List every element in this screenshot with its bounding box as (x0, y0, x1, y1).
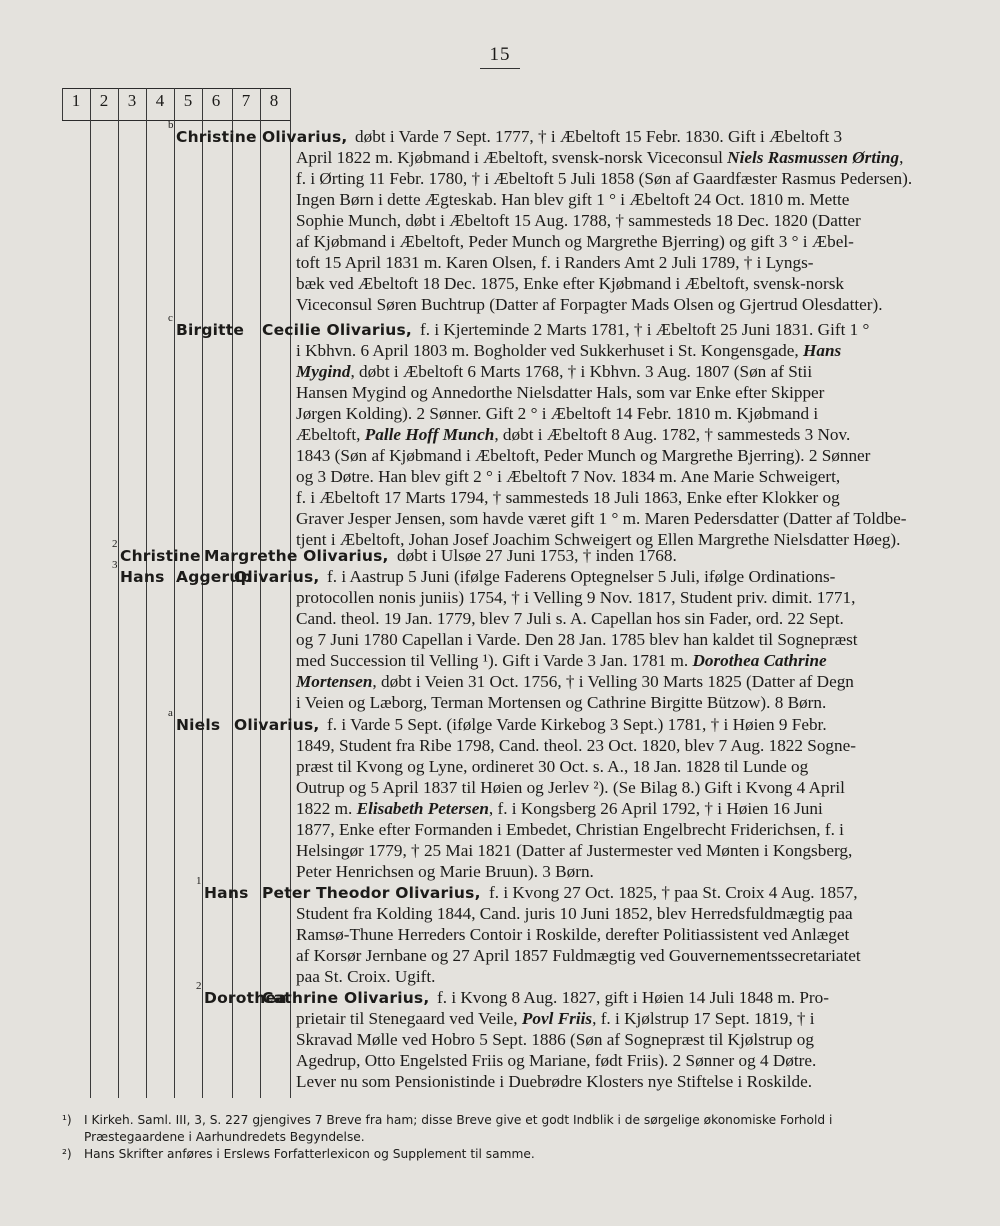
entry-text-line (296, 274, 844, 294)
entry-text-line (296, 362, 812, 382)
entry-text-line (296, 946, 861, 966)
entry-text-line (296, 757, 808, 777)
entry-text-line (296, 1009, 815, 1029)
text-segment: , døbt i Æbeltoft 6 Marts 1768, † i Kbhvn. 3 Aug. 1807 (Søn af Stii (350, 361, 813, 381)
entry-text-line (296, 799, 823, 819)
text-segment: Outrup og 5 April 1837 til Høien og Jerlev ²). (Se Bilag 8.) Gift i Kvong 4 April (296, 777, 845, 797)
text-segment: af Kjøbmand i Æbeltoft, Peder Munch og Margrethe Bjerring) og gift 3 ° i Æbel- (296, 231, 854, 251)
text-segment: Ingen Børn i dette Ægteskab. Han blev gift 1 ° i Æbeltoft 24 Oct. 1810 m. Mette (296, 189, 850, 209)
text-segment: , f. i Kjølstrup 17 Sept. 1819, † i (592, 1008, 815, 1028)
text-segment: Æbeltoft, (296, 424, 365, 444)
person-name-part: Christine (176, 128, 257, 146)
entry-text-line (296, 630, 858, 650)
person-name-part: Olivarius, (262, 128, 348, 146)
column-number: 5 (183, 91, 193, 110)
spouse-name: Hans (803, 340, 842, 360)
column-number: 6 (211, 91, 221, 110)
person-name-part: Cecilie Olivarius, (262, 321, 412, 339)
column-divider (290, 88, 291, 1098)
column-number: 3 (127, 91, 137, 110)
entry-text-line (296, 672, 854, 692)
footnote-line (84, 1129, 365, 1146)
entry-text-line (296, 169, 912, 189)
text-segment: Skravad Mølle ved Hobro 5 Sept. 1886 (Søn af Sognepræst til Kjølstrup og (296, 1029, 814, 1049)
person-name-part: Dorothea (204, 989, 287, 1007)
footnote-text: I Kirkeh. Saml. III, 3, S. 227 gjengives 7 Breve fra ham; disse Breve give et godt Indblik i de sørgelige økonomiske Forhold i (84, 1113, 833, 1127)
spouse-name: Mortensen (296, 671, 373, 691)
column-number: 2 (99, 91, 109, 110)
footnote-marker: ¹) (62, 1113, 72, 1127)
entry-text-line (296, 425, 850, 445)
text-segment: og 7 Juni 1780 Capellan i Varde. Den 28 Jan. 1785 blev han kaldet til Sognepræst (296, 629, 858, 649)
text-segment: toft 15 April 1831 m. Karen Olsen, f. i Randers Amt 2 Juli 1789, † i Lyngs- (296, 252, 814, 272)
entry-text-line (296, 1072, 812, 1092)
text-segment: f. i Kjerteminde 2 Marts 1781, † i Æbeltoft 25 Juni 1831. Gift 1 ° (420, 320, 870, 339)
person-name-part: Cathrine Olivarius, (262, 989, 430, 1007)
column-number: 7 (241, 91, 251, 110)
footnote-text: Hans Skrifter anføres i Erslews Forfatterlexicon og Supplement til samme. (84, 1147, 535, 1161)
entry-text-line (296, 925, 849, 945)
text-segment: protocollen nonis juniis) 1754, † i Velling 9 Nov. 1817, Student priv. dimit. 1771, (296, 587, 856, 607)
text-segment: Agedrup, Otto Engelsted Friis og Mariane, født Friis). 2 Sønner og 4 Døtre. (296, 1050, 817, 1070)
text-segment: Viceconsul Søren Buchtrup (Datter af Forpagter Mads Olsen og Gjertrud Olesdatter). (296, 294, 883, 314)
person-name-part: Olivarius, (234, 568, 320, 586)
footnote-line (62, 1112, 832, 1129)
entry-text-line (296, 253, 814, 273)
person-name-part: Aggerup (176, 568, 252, 586)
text-segment: , (899, 147, 904, 167)
footnote-marker: ²) (62, 1147, 72, 1161)
entry-text-line (296, 841, 852, 861)
person-name-part: Peter Theodor Olivarius, (262, 884, 481, 902)
text-segment: Jørgen Kolding). 2 Sønner. Gift 2 ° i Æbeltoft 14 Febr. 1810 m. Kjøbmand i (296, 403, 819, 423)
column-number: 4 (155, 91, 165, 110)
text-segment: i Kbhvn. 6 April 1803 m. Bogholder ved Sukkerhuset i St. Kongensgade, (296, 340, 803, 360)
entry-text-line (296, 693, 826, 713)
entry-text-line (296, 904, 853, 924)
text-segment: Helsingør 1779, † 25 Mai 1821 (Datter af Justermester ved Mønten i Kongsberg, (296, 840, 853, 860)
text-segment: , f. i Kongsberg 26 April 1792, † i Høien 16 Juni (488, 798, 823, 818)
column-divider (90, 88, 91, 1098)
text-segment: døbt i Ulsøe 27 Juni 1753, † inden 1768. (397, 546, 677, 565)
footnote-line (62, 1146, 535, 1163)
person-name-part: Niels (176, 716, 221, 734)
entry-text-line (296, 862, 594, 882)
entry-text (420, 320, 869, 340)
spouse-name: Niels Rasmussen Ørting (727, 147, 900, 167)
entry-text-line (296, 446, 870, 466)
entry-text-line (296, 148, 903, 168)
text-segment: f. i Ørting 11 Febr. 1780, † i Æbeltoft 5 Juli 1858 (Søn af Gaardfæster Rasmus Pedersen). (296, 168, 913, 188)
person-name-part: Hans (120, 568, 165, 586)
entry-text (327, 715, 827, 735)
document-page: 15 1 2 3 4 5 6 7 8 b Christine Olivarius, døbt i Varde 7 Sept. 1777, † i Æbeltoft 15 Febr. 1830. Gift i Æbeltoft 3 April 1822 m. Kjøbmand i Æbeltoft, svensk-norsk Viceconsul Niels Rasmussen Ørting, f. i Ørting 11 Febr. 1780, † i Æbeltoft 5 Juli 1858 (Søn af Gaardfæster Rasmus Pedersen). Ingen Børn i dette Ægteskab. Han blev gift 1 ° i Æbeltoft 24 Oct. 1810 m. Mette Sophie Munch, døbt i Æbeltoft 15 Aug. 1788, † sammesteds 18 Dec. 1820 (Datter af Kjøbmand i Æbeltoft, Peder Munch og Margrethe Bjerring) og gift 3 ° i Æbel- toft 15 April 1831 m. Karen Olsen, f. i Randers Amt 2 Juli 1789, † i Lyngs- bæk ved Æbeltoft 18 Dec. 1875, Enke efter Kjøbmand i Æbeltoft, svensk-norsk Viceconsul Søren Buchtrup (Datter af Forpagter Mads Olsen og Gjertrud Olesdatter). c Birgitte Cecilie Olivarius, f. i Kjerteminde 2 Marts 1781, † i Æbeltoft 25 Juni 1831. Gift 1 ° i Kbhvn. 6 April 1803 m. Bogholder ved Sukkerhuset i St. Kongensgade, Hans Mygind, døbt i Æbeltoft 6 Marts 1768, † i Kbhvn. 3 Aug. 1807 (Søn af Stii Hansen Mygind og Annedorthe Nielsdatter Hals, som var Enke efter Skipper Jørgen Kolding). 2 Sønner. Gift 2 ° i Æbeltoft 14 Febr. 1810 m. Kjøbmand i Æbeltoft, Palle Hoff Munch, døbt i Æbeltoft 8 Aug. 1782, † sammesteds 3 Nov. 1843 (Søn af Kjøbmand i Æbeltoft, Peder Munch og Margrethe Bjerring). 2 Sønner og 3 Døtre. Han blev gift 2 ° i Æbeltoft 7 Nov. 1834 m. Ane Marie Schweigert, f. i Æbeltoft 17 Marts 1794, † sammesteds 18 Juli 1863, Enke efter Klokker og Graver Jesper Jensen, som havde været gift 1 ° m. Maren Pedersdatter (Datter af Toldbe- tjent i Æbeltoft, Johan Josef Joachim Schweigert og Ellen Margrethe Nielsdatter Høeg). 2 Christine Margrethe Olivarius, døbt i Ulsøe 27 Juni 1753, † inden 1768. 3 Hans Aggerup Olivarius, f. i Aastrup 5 Juni (ifølge Faderens Optegnelser 5 Juli, ifølge Ordinations- protocollen nonis juniis) 1754, † i Velling 9 Nov. 1817, Student priv. dimit. 1771, Cand. theol. 19 Jan. 1779, blev 7 Juli s. A. Capellan hos sin Fader, ord. 22 Sept. og 7 Juni 1780 Capellan i Varde. Den 28 Jan. 1785 blev han kaldet til Sognepræst med Succession til Velling ¹). Gift i Varde 3 Jan. 1781 m. Dorothea Cathrine Mortensen, døbt i Veien 31 Oct. 1756, † i Velling 30 Marts 1825 (Datter af Degn i Veien og Læborg, Terman Mortensen og Cathrine Birgitte Bützow). 8 Børn. a Niels Olivarius, f. i Varde 5 Sept. (ifølge Varde Kirkebog 3 Sept.) 1781, † i Høien 9 Febr. 1849, Student fra Ribe 1798, Cand. theol. 23 Oct. 1820, blev 7 Aug. 1822 Sogne- præst til Kvong og Lyne, ordineret 30 Oct. s. A., 18 Jan. 1828 til Lunde og Outrup og 5 April 1837 til Høien og Jerlev ²). (Se Bilag 8.) Gift i Kvong 4 April 1822 m. Elisabeth Petersen, f. i Kongsberg 26 April 1792, † i Høien 16 Juni 1877, Enke efter Formanden i Embedet, Christian Engelbrecht Friderichsen, f. i Helsingør 1779, † 25 Mai 1821 (Datter af Justermester ved Mønten i Kongsberg, Peter Henrichsen og Marie Bruun). 3 Børn. 1 Hans Peter Theodor Olivarius, f. i Kvong 27 Oct. 1825, † paa St. Croix 4 Aug. 1857, Student fra Kolding 1844, Cand. juris 10 Juni 1852, blev Herredsfuldmægtig paa Ramsø-Thune Herreders Contoir i Roskilde, derefter Politiassistent ved Anlæget af Korsør Jernbane og 27 April 1857 Fuldmægtig ved Gouvernementssecretariatet paa St. Croix. Ugift. 2 Dorothea Cathrine Olivarius, f. i Kvong 8 Aug. 1827, gift i Høien 14 Juli 1848 m. Pro- prietair til Stenegaard ved Veile, Povl Friis, f. i Kjølstrup 17 Sept. 1819, † i Skravad Mølle ved Hobro 5 Sept. 1886 (Søn af Sognepræst til Kjølstrup og Agedrup, Otto Engelsted Friis og Mariane, født Friis). 2 Sønner og 4 Døtre. Lever nu som Pensionistinde i Duebrødre Klosters nye Stiftelse i Roskilde. ¹) I Kirkeh. Saml. III, 3, S. 227 gjengives 7 Breve fra ham; disse Breve give et godt Indblik i de sørgelige økonomiske Forhold i Præstegaardene i Aarhundredets Begyndelse. ²) Hans Skrifter anføres i Erslews Forfatterlexicon og Supplement til samme. (62, 44, 913, 1161)
text-segment: Student fra Kolding 1844, Cand. juris 10 Juni 1852, blev Herredsfuldmægtig paa (296, 903, 853, 923)
entry-text-line (296, 967, 435, 987)
column-divider (118, 88, 119, 1098)
entry-text-line (296, 820, 844, 840)
column-number: 1 (71, 91, 81, 110)
entry-text-line (296, 295, 883, 315)
spouse-name: Elisabeth Petersen (356, 798, 489, 818)
entry-text-line (296, 190, 849, 210)
text-segment: præst til Kvong og Lyne, ordineret 30 Oct. s. A., 18 Jan. 1828 til Lunde og (296, 756, 809, 776)
column-divider (174, 88, 175, 1098)
text-segment: med Succession til Velling ¹). Gift i Varde 3 Jan. 1781 m. (296, 650, 693, 670)
text-segment: 1849, Student fra Ribe 1798, Cand. theol. 23 Oct. 1820, blev 7 Aug. 1822 Sogne- (296, 735, 856, 755)
entry-text-line (296, 232, 854, 252)
column-header-bottom-rule (62, 120, 290, 121)
entry-text-line (296, 1030, 814, 1050)
entry-text-line (296, 341, 841, 361)
entry-text (355, 127, 842, 147)
spouse-name: Palle Hoff Munch (364, 424, 495, 444)
entry-text-line (296, 609, 844, 629)
text-segment: bæk ved Æbeltoft 18 Dec. 1875, Enke efter Kjøbmand i Æbeltoft, svensk-norsk (296, 273, 844, 293)
text-segment: Sophie Munch, døbt i Æbeltoft 15 Aug. 1788, † sammesteds 18 Dec. 1820 (Datter (296, 210, 861, 230)
entry-text (437, 988, 829, 1008)
column-number: 8 (269, 91, 279, 110)
entry-text (327, 567, 835, 587)
text-segment: Hansen Mygind og Annedorthe Nielsdatter Hals, som var Enke efter Skipper (296, 382, 825, 402)
entry-text-line (296, 488, 840, 508)
text-segment: Peter Henrichsen og Marie Bruun). 3 Børn. (296, 861, 594, 881)
column-divider (202, 88, 203, 1098)
text-segment: Graver Jesper Jensen, som havde været gift 1 ° m. Maren Pedersdatter (Datter af Toldbe- (296, 508, 907, 528)
spouse-name: Mygind (296, 361, 351, 381)
entry-text-line (296, 736, 856, 756)
text-segment: f. i Æbeltoft 17 Marts 1794, † sammesteds 18 Juli 1863, Enke efter Klokker og (296, 487, 840, 507)
entry-text-line (296, 588, 855, 608)
column-divider (232, 88, 233, 1098)
entry-text-line (296, 383, 824, 403)
person-name-part: Christine (120, 547, 201, 565)
text-segment: 1843 (Søn af Kjøbmand i Æbeltoft, Peder Munch og Margrethe Bjerring). 2 Sønner (296, 445, 871, 465)
entry-text-line (296, 1051, 816, 1071)
text-segment: tjent i Æbeltoft, Johan Josef Joachim Schweigert og Ellen Margrethe Nielsdatter Høeg). (296, 529, 901, 549)
column-header-top-rule (62, 88, 290, 89)
text-segment: f. i Varde 5 Sept. (ifølge Varde Kirkebog 3 Sept.) 1781, † i Høien 9 Febr. (327, 715, 827, 734)
entry-text-line (296, 509, 907, 529)
text-segment: prietair til Stenegaard ved Veile, (296, 1008, 522, 1028)
page-number-rule (480, 68, 520, 69)
spouse-name: Povl Friis (521, 1008, 593, 1028)
column-divider (260, 88, 261, 1098)
text-segment: 1822 m. (296, 798, 357, 818)
page-number: 15 (489, 44, 511, 65)
text-segment: Cand. theol. 19 Jan. 1779, blev 7 Juli s. A. Capellan hos sin Fader, ord. 22 Sept. (296, 608, 844, 628)
text-segment: f. i Kvong 8 Aug. 1827, gift i Høien 14 Juli 1848 m. Pro- (437, 988, 829, 1007)
entry-text-line (296, 778, 845, 798)
footnote-text: Præstegaardene i Aarhundredets Begyndelse. (84, 1130, 365, 1144)
person-name-part: Hans (204, 884, 249, 902)
text-segment: f. i Kvong 27 Oct. 1825, † paa St. Croix 4 Aug. 1857, (489, 883, 858, 902)
person-name-part: Olivarius, (234, 716, 320, 734)
text-segment: , døbt i Veien 31 Oct. 1756, † i Velling 30 Marts 1825 (Datter af Degn (372, 671, 854, 691)
person-name-part: Birgitte (176, 321, 245, 339)
text-segment: Ramsø-Thune Herreders Contoir i Roskilde, derefter Politiassistent ved Anlæget (296, 924, 850, 944)
text-segment: i Veien og Læborg, Terman Mortensen og Cathrine Birgitte Bützow). 8 Børn. (296, 692, 827, 712)
column-divider (146, 88, 147, 1098)
text-segment: døbt i Varde 7 Sept. 1777, † i Æbeltoft 15 Febr. 1830. Gift i Æbeltoft 3 (355, 127, 843, 146)
spouse-name: Dorothea Cathrine (692, 650, 827, 670)
entry-text (397, 546, 677, 566)
text-segment: og 3 Døtre. Han blev gift 2 ° i Æbeltoft 7 Nov. 1834 m. Ane Marie Schweigert, (296, 466, 841, 486)
text-segment: paa St. Croix. Ugift. (296, 966, 436, 986)
text-segment: f. i Aastrup 5 Juni (ifølge Faderens Optegnelser 5 Juli, ifølge Ordinations- (327, 567, 836, 586)
entry-text (489, 883, 858, 903)
text-segment: , døbt i Æbeltoft 8 Aug. 1782, † sammesteds 3 Nov. (494, 424, 851, 444)
text-segment: 1877, Enke efter Formanden i Embedet, Christian Engelbrecht Friderichsen, f. i (296, 819, 844, 839)
text-segment: April 1822 m. Kjøbmand i Æbeltoft, svensk-norsk Viceconsul (296, 147, 728, 167)
entry-text-line (296, 211, 861, 231)
text-segment: af Korsør Jernbane og 27 April 1857 Fuldmægtig ved Gouvernementssecretariatet (296, 945, 861, 965)
text-segment: Lever nu som Pensionistinde i Duebrødre Klosters nye Stiftelse i Roskilde. (296, 1071, 813, 1091)
entry-text-line (296, 404, 818, 424)
entry-text-line (296, 651, 827, 671)
person-name-part: Margrethe Olivarius, (204, 547, 389, 565)
entry-text-line (296, 467, 840, 487)
